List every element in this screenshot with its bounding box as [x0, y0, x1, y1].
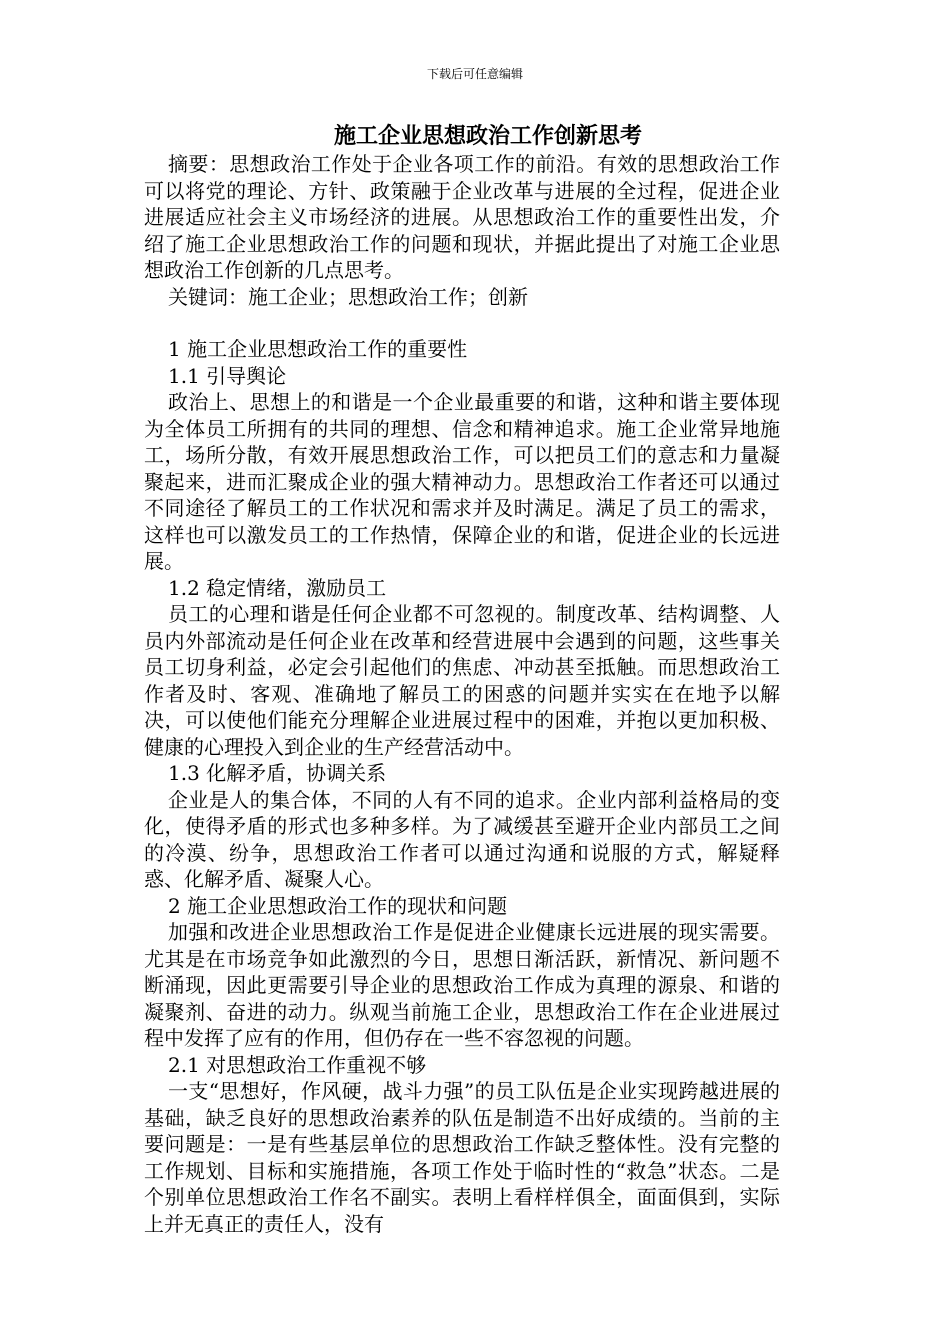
section-text-2: 加强和改进企业思想政治工作是促进企业健康长远进展的现实需要。尤其是在市场竞争如此激烈的今日，思想日渐活跃，新情况、新问题不断涌现，因此更需要引导企业的思想政治工作成为真理的源泉、和谐的凝聚剂、奋进的动力。纵观当前施工企业，思想政治工作在企业进展过程中发挥了应有的作用，但仍存在一些不容忽视的问题。: [144, 920, 780, 1050]
blank-line: [144, 310, 780, 336]
section-heading-1-1: 1.1 引导舆论: [168, 363, 287, 388]
section-heading-1-3: 1.3 化解矛盾，协调关系: [168, 761, 387, 785]
section-heading-2-1: 2.1 对思想政治工作重视不够: [168, 1052, 427, 1077]
section-heading-2: 2 施工企业思想政治工作的现状和问题: [168, 893, 508, 918]
section-heading-1: 1 施工企业思想政治工作的重要性: [168, 337, 468, 361]
section-text-1-2: 员工的心理和谐是任何企业都不可忽视的。制度改革、结构调整、人员内外部流动是任何企业在改革和经营进展中会遇到的问题，这些事关员工切身利益，必定会引起他们的焦虑、冲动甚至抵触。而思想政治工作者及时、客观、准确地了解员工的困惑的问题并实实在在地予以解决，可以使他们能充分理解企业进展过程中的困难，并抱以更加积极、健康的心理投入到企业的生产经营活动中。: [144, 602, 780, 759]
section-heading-1-2: 1.2 稳定情绪，激励员工: [168, 575, 387, 600]
section-text-1-1: 政治上、思想上的和谐是一个企业最重要的和谐，这种和谐主要体现为全体员工所拥有的共同的理想、信念和精神追求。施工企业常异地施工，场所分散，有效开展思想政治工作，可以把员工们的意志和力量凝聚起来，进而汇聚成企业的强大精神动力。思想政治工作者还可以通过不同途径了解员工的工作状况和需求并及时满足。满足了员工的需求，这样也可以激发员工的工作热情，保障企业的和谐，促进企业的长远进展。: [144, 390, 780, 573]
document-title: 施工企业思想政治工作创新思考: [333, 123, 642, 149]
section-text-2-1: 一支“思想好，作风硬，战斗力强”的员工队伍是企业实现跨越进展的基础，缺乏良好的思想政治素养的队伍是制造不出好成绩的。当前的主要问题是：一是有些基层单位的思想政治工作缺乏整体性。没有完整的工作规划、目标和实施措施，各项工作处于临时性的“救急”状态。二是个别单位思想政治工作名不副实。表明上看样样俱全，面面俱到，实际上并无真正的责任人，没有: [144, 1079, 780, 1236]
header-note: 下载后可任意编辑: [426, 67, 523, 81]
document-body: [144, 121, 780, 1237]
abstract-paragraph: 摘要：思想政治工作处于企业各项工作的前沿。有效的思想政治工作可以将党的理论、方针、政策融于企业改革与进展的全过程，促进企业进展适应社会主义市场经济的进展。从思想政治工作的重要性出发，介绍了施工企业思想政治工作的问题和现状，并据此提出了对施工企业思想政治工作创新的几点思考。: [144, 152, 780, 282]
section-text-1-3: 企业是人的集合体，不同的人有不同的追求。企业内部利益格局的变化，使得矛盾的形式也多种多样。为了减缓甚至避开企业内部员工之间的冷漠、纷争，思想政治工作者可以通过沟通和说服的方式，解疑释惑、化解矛盾、凝聚人心。: [144, 787, 780, 891]
keywords-line: 关键词：施工企业；思想政治工作；创新: [168, 284, 528, 309]
